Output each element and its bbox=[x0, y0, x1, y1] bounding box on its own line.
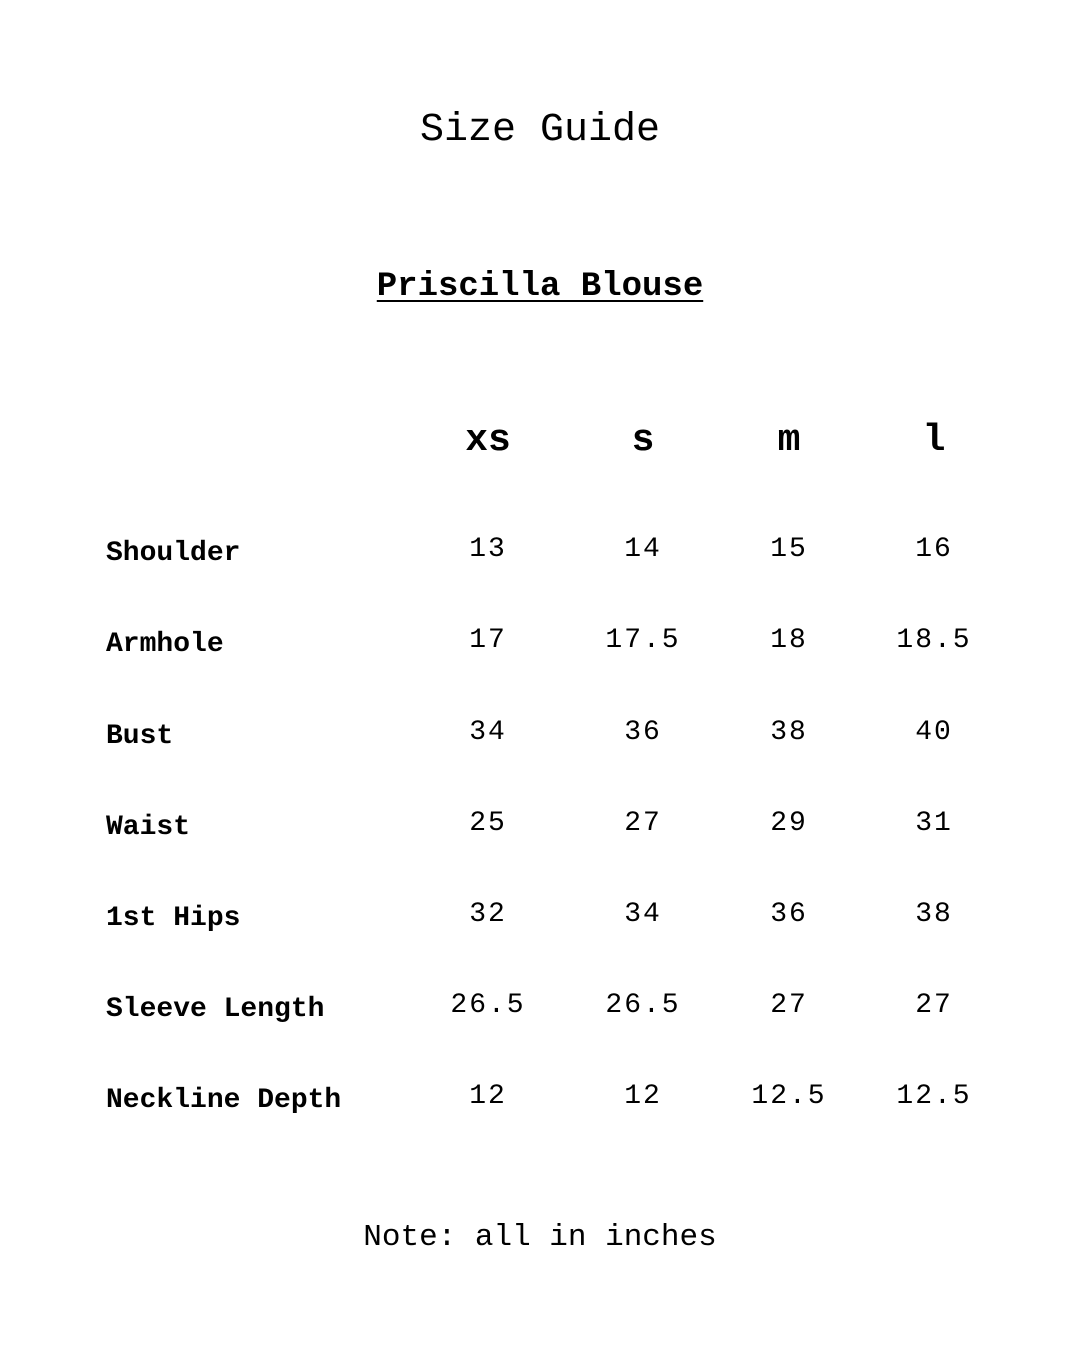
table-row-bust bbox=[0, 717, 1080, 757]
table-row-1st-hips bbox=[0, 899, 1080, 939]
table-cell: 38 bbox=[915, 899, 953, 930]
table-row-waist bbox=[0, 808, 1080, 848]
row-label: Shoulder bbox=[106, 538, 241, 569]
table-cell: 14 bbox=[624, 534, 662, 565]
table-cell: 18.5 bbox=[896, 625, 972, 656]
table-cell: 12 bbox=[624, 1081, 662, 1112]
table-row-shoulder bbox=[0, 534, 1080, 574]
table-cell: 40 bbox=[915, 717, 953, 748]
table-cell: 32 bbox=[469, 899, 507, 930]
table-cell: 15 bbox=[770, 534, 808, 565]
table-cell: 12.5 bbox=[896, 1081, 972, 1112]
row-label: Bust bbox=[106, 721, 174, 752]
table-cell: 16 bbox=[915, 534, 953, 565]
table-cell: 13 bbox=[469, 534, 507, 565]
table-cell: 17.5 bbox=[605, 625, 681, 656]
table-cell: 27 bbox=[770, 990, 808, 1021]
size-header-xs: xs bbox=[465, 419, 511, 462]
table-cell: 27 bbox=[624, 808, 662, 839]
row-label: Waist bbox=[106, 812, 191, 843]
row-label: Sleeve Length bbox=[106, 994, 325, 1025]
table-cell: 34 bbox=[624, 899, 662, 930]
table-cell: 34 bbox=[469, 717, 507, 748]
table-cell: 26.5 bbox=[450, 990, 526, 1021]
table-cell: 29 bbox=[770, 808, 808, 839]
row-label: 1st Hips bbox=[106, 903, 241, 934]
table-row-neckline-depth bbox=[0, 1081, 1080, 1121]
table-cell: 26.5 bbox=[605, 990, 681, 1021]
table-cell: 17 bbox=[469, 625, 507, 656]
table-cell: 31 bbox=[915, 808, 953, 839]
table-cell: 12 bbox=[469, 1081, 507, 1112]
table-cell: 36 bbox=[770, 899, 808, 930]
table-cell: 36 bbox=[624, 717, 662, 748]
row-label: Armhole bbox=[106, 629, 224, 660]
row-label: Neckline Depth bbox=[106, 1085, 342, 1116]
table-row-sleeve-length bbox=[0, 990, 1080, 1030]
table-cell: 38 bbox=[770, 717, 808, 748]
product-name: Priscilla Blouse bbox=[376, 268, 704, 306]
table-row-armhole bbox=[0, 625, 1080, 665]
table-cell: 25 bbox=[469, 808, 507, 839]
table-cell: 12.5 bbox=[751, 1081, 827, 1112]
footnote: Note: all in inches bbox=[363, 1220, 717, 1255]
table-cell: 27 bbox=[915, 990, 953, 1021]
size-header-l: l bbox=[922, 419, 946, 462]
page-title: Size Guide bbox=[419, 108, 661, 153]
table-cell: 18 bbox=[770, 625, 808, 656]
size-header-m: m bbox=[777, 419, 801, 462]
size-header-s: s bbox=[631, 419, 655, 462]
